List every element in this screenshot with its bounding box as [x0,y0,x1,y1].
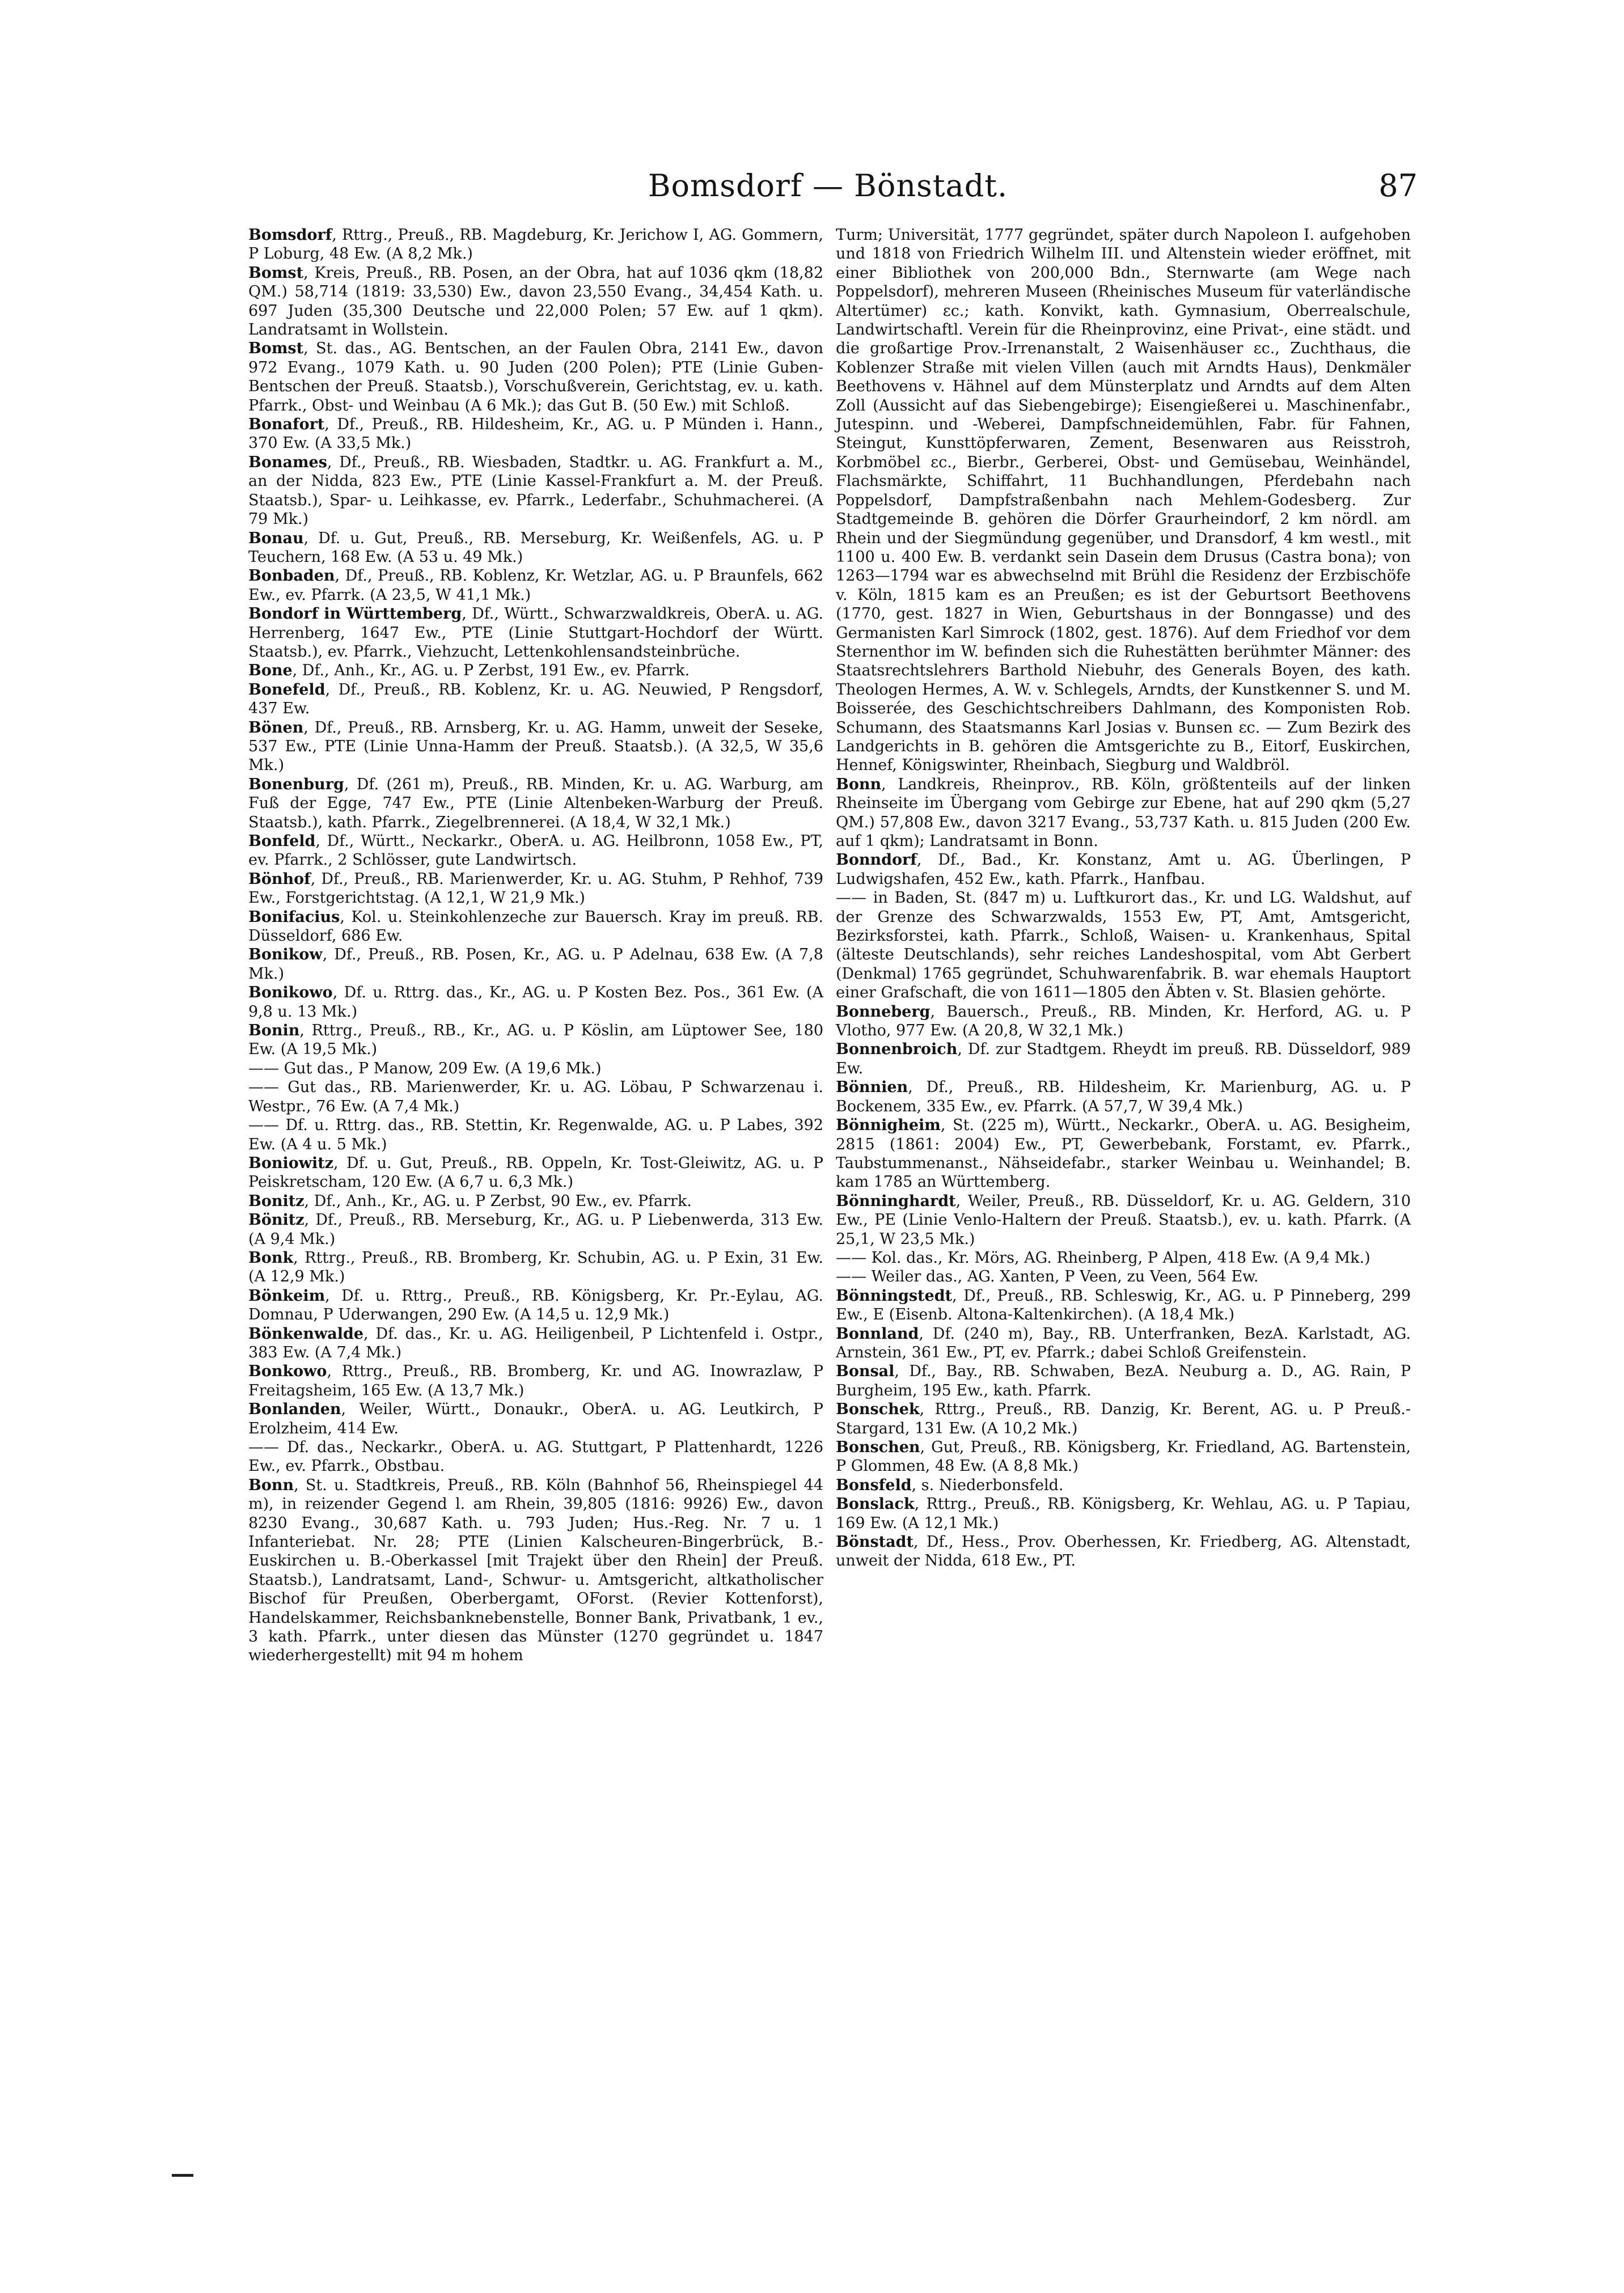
entry [248,226,823,264]
entry-text: , Df., Preuß., RB. Wiesbaden, Stadtkr. u. AG. Frankfurt a. M., an der Nidda, 823 Ew., PTE (Linie Kassel-Frankfurt a. M. der Preuß. Staatsb.), Spar- u. Leihkasse, ev. Pfarrk., Lederfabr., Schuhmacherei. (A 79 Mk.) [248,453,823,528]
entry-text: , Rttrg., Preuß., RB., Kr., AG. u. P Köslin, am Lüptower See, 180 Ew. (A 19,5 Mk.) [248,1022,823,1059]
page-title: Bomsdorf — Bönstadt. [648,168,1008,204]
entry [248,1362,823,1400]
entry-text: , Rttrg., Preuß., RB. Bromberg, Kr. Schubin, AG. u. P Exin, 31 Ew. (A 12,9 Mk.) [248,1249,823,1286]
entry [836,1362,1411,1400]
entry-text: , Gut, Preuß., RB. Königsberg, Kr. Friedland, AG. Bartenstein, P Glommen, 48 Ew. (A 8,8 Mk.) [836,1439,1411,1475]
entry-text: , Df., Preuß., RB. Merseburg, Kr., AG. u. P Liebenwerda, 313 Ew. (A 9,4 Mk.) [248,1211,823,1248]
sub-entry: —— Df. das., Neckarkr., OberA. u. AG. Stuttgart, P Plattenhardt, 1226 Ew., ev. Pfarrk., Obstbau. [248,1439,823,1475]
entry-text: , Df., Hess., Prov. Oberhessen, Kr. Friedberg, AG. Altenstadt, unweit der Nidda, 618 Ew., PT. [836,1533,1411,1570]
running-head [238,163,1418,209]
entry-text: , Df., Preuß., RB. Marienwerder, Kr. u. AG. Stuhm, P Rehhof, 739 Ew., Forstgerichtstag. (A 12,1, W 21,9 Mk.) [248,870,823,907]
entry-text: , Df., Preuß., RB. Posen, Kr., AG. u. P Adelnau, 638 Ew. (A 7,8 Mk.) [248,946,823,983]
entry-headword: Bonlanden [248,1401,341,1419]
entry [248,604,823,661]
entry-text: , Df., Bay., RB. Schwaben, BezA. Neuburg a. D., AG. Rain, P Burgheim, 195 Ew., kath. Pfarrk. [836,1363,1411,1399]
entry [836,1192,1411,1249]
entry [836,1002,1411,1040]
entry-text: , Rttrg., Preuß., RB. Magdeburg, Kr. Jerichow I, AG. Gommern, P Loburg, 48 Ew. (A 8,2 Mk.) [248,226,823,263]
entry [836,775,1411,851]
entry-headword: Bonames [248,453,327,471]
entry-headword: Bönstadt [836,1533,914,1551]
entry [836,1287,1411,1325]
entry-headword: Bonneberg [836,1002,931,1021]
entry [248,680,823,718]
entry [248,1211,823,1249]
entry [248,983,823,1021]
sub-entry: —— in Baden, St. (847 m) u. Luftkurort das., Kr. und LG. Waldshut, auf der Grenze des Schwarzwalds, 1553 Ew, PT, Amt, Amtsgericht, Bezirksforstei, kath. Pfarrk., Schloß, Waisen- u. Krankenhaus, Spital (älteste Deutschlands), sehr reiches Landeshospital, vom Abt Gerbert (Denkmal) 1765 gegründet, Schuhwarenfabrik. B. war ehemals Hauptort einer Grafschaft, die von 1611—1805 den Äbten v. St. Blasien gehörte. [836,889,1411,1002]
entry-text: , Weiler, Preuß., RB. Düsseldorf, Kr. u. AG. Geldern, 310 Ew., PE (Linie Venlo-Haltern der Preuß. Staatsb.), ev. u. kath. Pfarrk. (A 25,1, W 23,5 Mk.) [836,1192,1411,1248]
entry [248,453,823,529]
entry-text: , Bauersch., Preuß., RB. Minden, Kr. Herford, AG. u. P Vlotho, 977 Ew. (A 20,8, W 32,1 Mk.) [836,1002,1411,1040]
entry-text: , Df. u. Gut, Preuß., RB. Merseburg, Kr. Weißenfels, AG. u. P Teuchern, 168 Ew. (A 53 u. 49 Mk.) [248,529,823,566]
entry [248,945,823,983]
entry-headword: Bonafort [248,416,325,434]
entry [248,1476,823,1665]
entry [836,1040,1411,1078]
entry-text: , Df. u. Gut, Preuß., RB. Oppeln, Kr. Tost-Gleiwitz, AG. u. P Peiskretscham, 120 Ew. (A 6,7 u. 6,3 Mk.) [248,1154,823,1191]
entry-text: , Df., Bad., Kr. Konstanz, Amt u. AG. Überlingen, P Ludwigshafen, 452 Ew., kath. Pfarrk., Hanfbau. [836,851,1411,888]
entry-headword: Bonau [248,529,304,547]
entry [836,851,1411,889]
entry-headword: Bomst [248,340,304,358]
entry [248,661,823,680]
entry [248,415,823,453]
entry [248,1325,823,1363]
entry-headword: Bönkenwalde [248,1325,364,1343]
entry-headword: Bonsfeld [836,1476,912,1494]
entry-text: , Df., Württ., Neckarkr., OberA. u. AG. Heilbronn, 1058 Ew., PT, ev. Pfarrk., 2 Schlösser, gute Landwirtsch. [248,832,823,869]
sub-entry: —— Kol. das., Kr. Mörs, AG. Rheinberg, P Alpen, 418 Ew. (A 9,4 Mk.) [836,1249,1371,1267]
entry-text: , Kol. u. Steinkohlenzeche zur Bauersch. Kray im preuß. RB. Düsseldorf, 686 Ew. [248,908,823,945]
entry-text: , Df. zur Stadtgem. Rheydt im preuß. RB. Düsseldorf, 989 Ew. [836,1040,1411,1077]
entry-text: , Df., Preuß., RB. Hildesheim, Kr. Marienburg, AG. u. P Bockenem, 335 Ew., ev. Pfarrk. (A 57,7, W 39,4 Mk.) [836,1078,1411,1115]
entry [248,1287,823,1325]
entry [248,1249,823,1287]
entry-headword: Bomst [248,264,304,282]
entry-headword: Bonschek [836,1401,920,1419]
entry [836,1438,1411,1476]
entry [248,1021,823,1059]
entry-text: , Df. (261 m), Preuß., RB. Minden, Kr. u. AG. Warburg, am Fuß der Egge, 747 Ew., PTE (Linie Altenbeken-Warburg der Preuß. Staatsb.), kath. Pfarrk., Ziegelbrennerei. (A 18,4, W 32,1 Mk.) [248,775,823,831]
entry [248,1154,823,1192]
entry-headword: Bönningstedt [836,1287,953,1305]
entry-headword: Bonin [248,1022,300,1040]
entry [836,1400,1411,1438]
sub-entry: —— Gut das., RB. Marienwerder, Kr. u. AG. Löbau, P Schwarzenau i. Westpr., 76 Ew. (A 7,4 Mk.) [248,1078,823,1115]
entry-headword: Bönnigheim [836,1116,941,1135]
entry-headword: Bomsdorf [248,226,332,244]
page-number: 87 [1378,168,1418,204]
entry-text: , Df. das., Kr. u. AG. Heiligenbeil, P Lichtenfeld i. Ostpr., 383 Ew. (A 7,4 Mk.) [248,1325,823,1361]
entry [248,264,823,340]
entry-headword: Bönitz [248,1211,304,1229]
entry-text: , s. Niederbonsfeld. [911,1476,1064,1494]
entry-headword: Boniowitz [248,1154,334,1172]
entry [248,1400,823,1438]
entry [248,339,823,415]
entry-text: , St. (225 m), Württ., Neckarkr., OberA. u. AG. Besigheim, 2815 (1861: 2004) Ew., PT, Gewerbebank, Forstamt, ev. Pfarrk., Taubstummenanst., Nähseidefabr., starker Weinbau u. Weinhandel; B. kam 1785 an Württemberg. [836,1116,1411,1191]
entry-headword: Bonschen [836,1439,920,1456]
entry-headword: Bondorf in Württemberg [248,605,462,623]
entry-headword: Bonkowo [248,1363,327,1381]
entry [248,566,823,604]
entry-text: , Df., Preuß., RB. Schleswig, Kr., AG. u. P Pinneberg, 299 Ew., E (Eisenb. Altona-Kaltenkirchen). (A 18,4 Mk.) [836,1287,1411,1324]
entry-continuation: Turm; Universität, 1777 gegründet, später durch Napoleon I. aufgehoben und 1818 von Friedrich Wilhelm III. und Altenstein wieder eröffnet, mit einer Bibliothek von 200,000 Bdn., Sternwarte (am Wege nach Poppelsdorf), mehreren Museen (Rheinisches Museum für vaterländische Altertümer) ɛc.; kath. Konvikt, kath. Gymnasium, Oberrealschule, Landwirtschaftl. Verein für die Rheinprovinz, eine Privat-, eine städt. und die großartige Prov.-Irrenanstalt, 2 Waisenhäuser ɛc., Zuchthaus, die Koblenzer Straße mit vielen Villen (auch mit Arndts Haus), Denkmäler Beethovens v. Hähnel auf dem Münsterplatz und Arndts auf dem Alten Zoll (Aussicht auf das Siebengebirge); Eisengießerei u. Maschinenfabr., Jutespinn. und -Weberei, Dampfschneidemühlen, Fabr. für Fahnen, Steingut, Kunsttöpferwaren, Zement, Besenwaren aus Reisstroh, Korbmöbel ɛc., Bierbr., Gerberei, Obst- und Gemüsebau, Weinhändel, Flachsmärkte, Schiffahrt, 11 Buchhandlungen, Pferdebahn nach Poppelsdorf, Dampfstraßenbahn nach Mehlem-Godesberg. Zur Stadtgemeinde B. gehören die Dörfer Graurheindorf, 2 km nördl. am Rhein und der Siegmündung gegenüber, und Dransdorf, 4 km westl., mit 1100 u. 400 Ew. B. verdankt sein Dasein dem Drusus (Castra bona); von 1263—1794 war es abwechselnd mit Brühl die Residenz der Erzbischöfe v. Köln, 1815 kam es an Preußen; es ist der Geburtsort Beethovens (1770, gest. 1827 in Wien, Geburtshaus in der Bonngasse) und des Germanisten Karl Simrock (1802, gest. 1876). Auf dem Friedhof vor dem Sternenthor im W. befinden sich die Ruhestätten berühmter Männer: des Staatsrechtslehrers Barthold Niebuhr, des Generals Boyen, des kath. Theologen Hermes, A. W. v. Schlegels, Arndts, der Kunstkenner S. und M. Boisserée, des Geschichtschreibers Dahlmann, des Komponisten Rob. Schumann, des Staatsmanns Karl Josias v. Bunsen ɛc. — Zum Bezirk des Landgerichts in B. gehören die Amtsgerichte zu B., Eitorf, Euskirchen, Hennef, Königswinter, Rheinbach, Siegburg und Waldbröl. [836,226,1411,775]
entry [248,718,823,775]
entry-headword: Bonitz [248,1192,304,1210]
sub-entry: —— Df. u. Rttrg. das., RB. Stettin, Kr. Regenwalde, AG. u. P Labes, 392 Ew. (A 4 u. 5 Mk.) [248,1116,823,1153]
entry-headword: Bönkeim [248,1287,325,1305]
entry-text: , Rttrg., Preuß., RB. Danzig, Kr. Berent, AG. u. P Preuß.-Stargard, 131 Ew. (A 10,2 Mk.) [836,1401,1411,1437]
entry [248,775,823,832]
entry-text: , Df. (240 m), Bay., RB. Unterfranken, BezA. Karlstadt, AG. Arnstein, 361 Ew., PT, ev. Pfarrk.; dabei Schloß Greifenstein. [836,1325,1411,1361]
entry [248,832,823,870]
entry-headword: Bonn [836,775,882,793]
entry [836,1116,1411,1192]
entry-headword: Bonfeld [248,832,316,850]
entry [836,1495,1411,1533]
entry-text: , Kreis, Preuß., RB. Posen, an der Obra, hat auf 1036 qkm (18,82 QM.) 58,714 (1819: 33,530) Ew., davon 23,550 Evang., 34,454 Kath. u. 697 Juden (35,300 Deutsche und 22,000 Polen; 57 Ew. auf 1 qkm). Landratsamt in Wollstein. [248,264,823,339]
sub-entry: —— Weiler das., AG. Xanten, P Veen, zu Veen, 564 Ew. [836,1268,1259,1286]
entry [836,1325,1411,1363]
entry-headword: Bonnenbroich [836,1040,958,1059]
entry-headword: Bonifacius [248,908,340,926]
entry [248,1192,823,1211]
entry-headword: Bonefeld [248,680,325,699]
entry [836,1078,1411,1116]
entry-text: , Weiler, Württ., Donaukr., OberA. u. AG. Leutkirch, P Erolzheim, 414 Ew. [248,1401,823,1437]
entry-headword: Bonnland [836,1325,919,1343]
entry [836,1476,1411,1495]
entry-headword: Bonndorf [836,851,917,869]
entry-headword: Bonsal [836,1363,895,1381]
entry [248,908,823,946]
entry-headword: Bonk [248,1249,294,1267]
entry-headword: Bönninghardt [836,1192,956,1210]
entry-text: , Df., Württ., Schwarzwaldkreis, OberA. u. AG. Herrenberg, 1647 Ew., PTE (Linie Stuttgart-Hochdorf der Württ. Staatsb.), ev. Pfarrk., Viehzucht, Lettenkohlensandsteinbrüche. [248,605,824,661]
entry-headword: Bone [248,662,293,680]
entry-text: , Df., Preuß., RB. Arnsberg, Kr. u. AG. Hamm, unweit der Seseke, 537 Ew., PTE (Linie Unna-Hamm der Preuß. Staatsb.). (A 32,5, W 35,6 Mk.) [248,718,823,775]
entry-headword: Bonikowo [248,984,333,1002]
margin-mark [172,2174,193,2177]
entry [248,870,823,908]
entry-headword: Bonbaden [248,567,335,585]
sub-entry: —— Gut das., P Manow, 209 Ew. (A 19,6 Mk.) [248,1059,602,1077]
entry-text: , St. das., AG. Bentschen, an der Faulen Obra, 2141 Ew., davon 972 Evang., 1079 Kath. u. 90 Juden (200 Polen); PTE (Linie Guben-Bentschen der Preuß. Staatsb.), Vorschußverein, Gerichtstag, ev. u. kath. Pfarrk., Obst- und Weinbau (A 6 Mk.); das Gut B. (50 Ew.) mit Schloß. [248,340,823,414]
entry-text: , Df. u. Rttrg. das., Kr., AG. u. P Kosten Bez. Pos., 361 Ew. (A 9,8 u. 13 Mk.) [248,984,823,1021]
entry-text: , Df., Anh., Kr., AG. u. P Zerbst, 90 Ew., ev. Pfarrk. [304,1192,692,1210]
left-column [248,226,823,1665]
entry-headword: Bonikow [248,946,323,964]
entry-text: , Df., Anh., Kr., AG. u. P Zerbst, 191 Ew., ev. Pfarrk. [292,662,690,680]
entry-text: , Rttrg., Preuß., RB. Königsberg, Kr. Wehlau, AG. u. P Tapiau, 169 Ew. (A 12,1 Mk.) [836,1495,1411,1532]
entry-text: , Df., Preuß., RB. Koblenz, Kr. Wetzlar, AG. u. P Braunfels, 662 Ew., ev. Pfarrk. (A 23,5, W 41,1 Mk.) [248,567,823,604]
entry [248,529,823,567]
entry-headword: Bönnien [836,1078,908,1097]
entry-headword: Bonn [248,1476,294,1494]
right-column [836,226,1411,1571]
entry-text: , Df., Preuß., RB. Hildesheim, Kr., AG. u. P Münden i. Hann., 370 Ew. (A 33,5 Mk.) [248,416,823,452]
entry-text: , Df. u. Rttrg., Preuß., RB. Königsberg, Kr. Pr.-Eylau, AG. Domnau, P Uderwangen, 290 Ew. (A 14,5 u. 12,9 Mk.) [248,1287,823,1324]
entry-headword: Bonslack [836,1495,915,1513]
entry [836,1533,1411,1571]
entry-headword: Bönen [248,718,304,737]
entry-text: , Rttrg., Preuß., RB. Bromberg, Kr. und AG. Inowrazlaw, P Freitagsheim, 165 Ew. (A 13,7 Mk.) [248,1363,823,1399]
entry-text: , St. u. Stadtkreis, Preuß., RB. Köln (Bahnhof 56, Rheinspiegel 44 m), in reizender Gegend l. am Rhein, 39,805 (1816: 9926) Ew., davon 8230 Evang., 30,687 Kath. u. 793 Juden; Hus.-Reg. Nr. 7 u. 1 Infanteriebat. Nr. 28; PTE (Linien Kalscheuren-Bingerbrück, B.-Euskirchen u. B.-Oberkassel [mit Trajekt über den Rhein] der Preuß. Staatsb.), Landratsamt, Land-, Schwur- u. Amtsgericht, altkatholischer Bischof für Preußen, Oberbergamt, OForst. (Revier Kottenforst), Handelskammer, Reichsbanknebenstelle, Bonner Bank, Privatbank, 1 ev., 3 kath. Pfarrk., unter diesen das Münster (1270 gegründet u. 1847 wiederhergestellt) mit 94 m hohem [248,1476,823,1665]
entry-text: , Landkreis, Rheinprov., RB. Köln, größtenteils auf der linken Rheinseite im Übergang vom Gebirge zur Ebene, hat auf 290 qkm (5,27 QM.) 57,808 Ew., davon 3217 Evang., 53,737 Kath. u. 815 Juden (200 Ew. auf 1 qkm); Landratsamt in Bonn. [836,775,1411,850]
entry-headword: Bonenburg [248,775,344,793]
entry-headword: Bönhof [248,870,311,888]
entry-text: , Df., Preuß., RB. Koblenz, Kr. u. AG. Neuwied, P Rengsdorf, 437 Ew. [248,680,823,718]
